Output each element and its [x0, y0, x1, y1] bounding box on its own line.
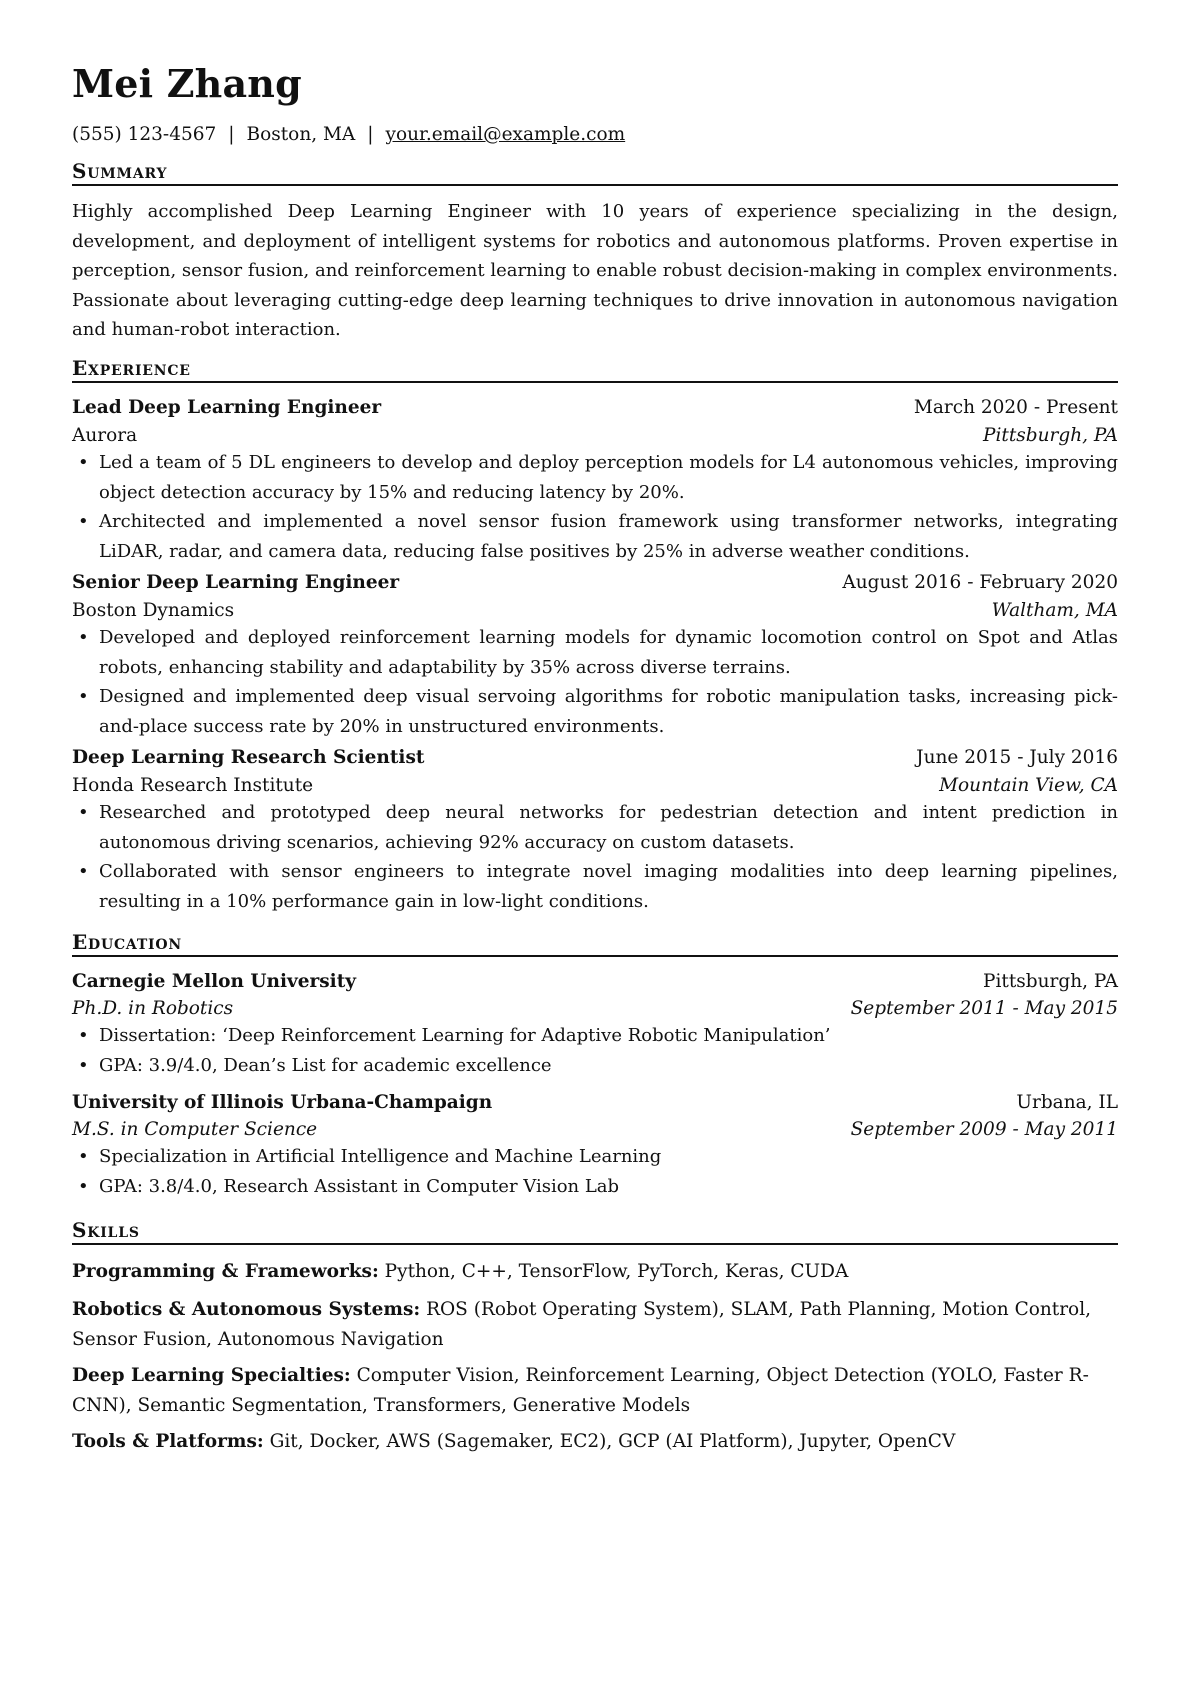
bullet-marker: •: [78, 1146, 89, 1167]
company-name: Boston Dynamics: [72, 600, 235, 621]
bullet-marker: •: [78, 1175, 89, 1197]
education-bullets: [72, 1021, 1118, 1080]
job-bullets: [72, 448, 1118, 566]
bullet-marker: •: [78, 686, 89, 708]
list-item: • Developed and deployed reinforcement learning models for dynamic locomotion control on Spot and Atlas robots, enhancing stability and adaptability by 35% across diverse terrains.: [72, 623, 1118, 682]
list-item: • Collaborated with sensor engineers to integrate novel imaging modalities into deep learning pipelines, resulting in a 10% performance gain in low-light conditions.: [72, 857, 1118, 916]
job-dates: June 2015 - July 2016: [916, 747, 1118, 768]
phone-number: (555) 123-4567: [72, 124, 217, 145]
job-location: Waltham, MA: [991, 600, 1118, 621]
job-bullets: [72, 798, 1118, 916]
section-heading-experience: Experience: [72, 353, 1118, 383]
skill-label: Tools & Platforms:: [72, 1431, 264, 1452]
location: Boston, MA: [246, 124, 356, 145]
list-item: • Researched and prototyped deep neural networks for pedestrian detection and intent prediction in autonomous driving scenarios, achieving 92% accuracy on custom datasets.: [72, 798, 1118, 857]
company-name: Honda Research Institute: [72, 775, 314, 796]
bullet-marker: •: [78, 627, 89, 648]
job-title: Lead Deep Learning Engineer: [72, 397, 382, 418]
job-subheader: [72, 771, 1118, 801]
degree: M.S. in Computer Science: [72, 1119, 318, 1140]
job-bullets: [72, 623, 1118, 741]
job-title: Deep Learning Research Scientist: [72, 747, 425, 768]
bullet-marker: •: [78, 861, 89, 883]
degree-line: [72, 994, 1118, 1024]
list-item: • GPA: 3.9/4.0, Dean’s List for academic excellence: [72, 1051, 1118, 1081]
job-dates: March 2020 - Present: [913, 397, 1118, 418]
email-link[interactable]: your.email@example.com: [385, 124, 626, 145]
bullet-marker: •: [78, 1054, 89, 1076]
job-header: [72, 743, 1118, 773]
job-header: [72, 568, 1118, 598]
list-item: • Specialization in Artificial Intelligence and Machine Learning: [72, 1142, 1118, 1172]
section-heading-education: Education: [72, 927, 1118, 957]
skill-group: [72, 1361, 1118, 1420]
skill-values: Python, C++, TensorFlow, PyTorch, Keras, CUDA: [384, 1261, 849, 1282]
job-location: Mountain View, CA: [939, 775, 1118, 796]
contact-line: [72, 120, 625, 150]
skill-values: ROS (Robot Operating System), SLAM, Path Planning, Motion Control, Sensor Fusion, Autonomous Navigation: [72, 1299, 1091, 1350]
degree: Ph.D. in Robotics: [72, 998, 234, 1019]
contact-separator: |: [367, 124, 374, 145]
section-heading-skills: Skills: [72, 1215, 1118, 1245]
job-dates: August 2016 - February 2020: [842, 572, 1118, 593]
skill-label: Deep Learning Specialties:: [72, 1365, 351, 1386]
bullet-marker: •: [78, 1025, 89, 1046]
list-item: • GPA: 3.8/4.0, Research Assistant in Computer Vision Lab: [72, 1172, 1118, 1202]
school-location: Urbana, IL: [1016, 1092, 1118, 1113]
list-item: • Architected and implemented a novel sensor fusion framework using transformer networks, integrating LiDAR, radar, and camera data, reducing false positives by 25% in adverse weather conditions.: [72, 507, 1118, 566]
job-header: [72, 393, 1118, 423]
job-subheader: [72, 596, 1118, 626]
skill-group: [72, 1295, 1118, 1354]
candidate-name: Mei Zhang: [72, 61, 302, 106]
school-header: [72, 1088, 1118, 1118]
school-location: Pittsburgh, PA: [983, 971, 1118, 992]
skill-group: [72, 1257, 1118, 1287]
education-bullets: [72, 1142, 1118, 1201]
degree-dates: September 2011 - May 2015: [850, 998, 1118, 1019]
school-name: University of Illinois Urbana-Champaign: [72, 1092, 493, 1113]
section-heading-summary: Summary: [72, 156, 1118, 186]
bullet-marker: •: [78, 802, 89, 823]
job-location: Pittsburgh, PA: [983, 425, 1118, 446]
company-name: Aurora: [72, 425, 138, 446]
job-subheader: [72, 421, 1118, 451]
summary-text: Highly accomplished Deep Learning Engineer with 10 years of experience specializing in the design, development, and deployment of intelligent systems for robotics and autonomous platforms. Proven expertise in perception, sensor fusion, and reinforcement learning to enable robust decision-making in complex environments. Passionate about leveraging cutting-edge deep learning techniques to drive innovation in autonomous navigation and human-robot interaction.: [72, 201, 1118, 341]
degree-line: [72, 1115, 1118, 1145]
degree-dates: September 2009 - May 2011: [850, 1119, 1118, 1140]
job-title: Senior Deep Learning Engineer: [72, 572, 400, 593]
skill-values: Computer Vision, Reinforcement Learning, Object Detection (YOLO, Faster R-CNN), Semantic Segmentation, Transformers, Generative Models: [72, 1365, 1089, 1416]
school-name: Carnegie Mellon University: [72, 971, 357, 992]
contact-separator: |: [228, 124, 235, 145]
list-item: • Dissertation: ‘Deep Reinforcement Learning for Adaptive Robotic Manipulation’: [72, 1021, 1118, 1051]
school-header: [72, 967, 1118, 997]
list-item: • Designed and implemented deep visual servoing algorithms for robotic manipulation tasks, increasing pick-and-place success rate by 20% in unstructured environments.: [72, 682, 1118, 741]
skill-group: [72, 1427, 1118, 1457]
list-item: • Led a team of 5 DL engineers to develop and deploy perception models for L4 autonomous vehicles, improving object detection accuracy by 15% and reducing latency by 20%.: [72, 448, 1118, 507]
skill-label: Programming & Frameworks:: [72, 1261, 379, 1282]
bullet-marker: •: [78, 511, 89, 533]
skill-label: Robotics & Autonomous Systems:: [72, 1299, 421, 1320]
skill-values: Git, Docker, AWS (Sagemaker, EC2), GCP (AI Platform), Jupyter, OpenCV: [269, 1431, 956, 1452]
bullet-marker: •: [78, 452, 89, 473]
